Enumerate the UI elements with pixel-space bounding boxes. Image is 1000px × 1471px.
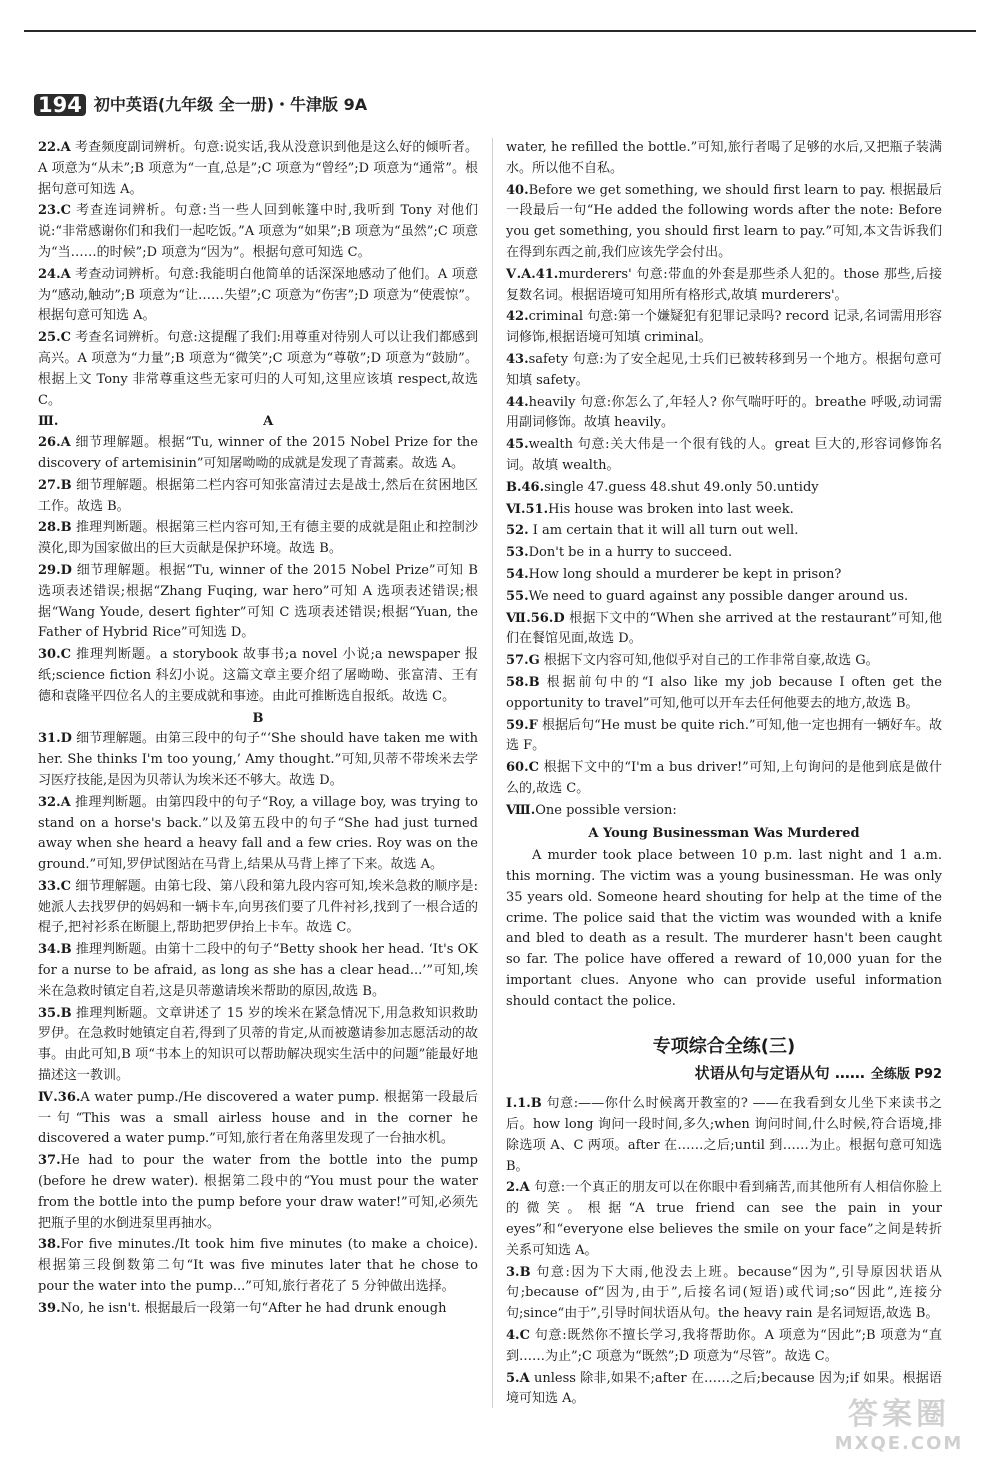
- answer-number: 27.B: [38, 477, 72, 493]
- answer-text: How long should a murderer be kept in prison?: [528, 566, 842, 582]
- answer-item: [506, 609, 942, 651]
- answer-item: [506, 801, 942, 822]
- answer-number: Ⅶ.56.D: [506, 610, 565, 626]
- answer-number: 60.C: [506, 760, 539, 776]
- answer-item: [38, 1004, 478, 1087]
- page-header: [34, 92, 367, 118]
- answer-number: 25.C: [38, 330, 71, 346]
- answer-number: 45.: [506, 437, 529, 453]
- left-column: [38, 138, 478, 1321]
- answer-number: 26.A: [38, 435, 71, 451]
- answer-number: 23.C: [38, 203, 71, 219]
- answer-number: B.46.: [506, 479, 545, 495]
- answer-number: 33.C: [38, 878, 71, 894]
- answer-item: [506, 758, 942, 800]
- answer-number: 2.A: [506, 1180, 530, 1196]
- answer-text: single 47.guess 48.shut 49.only 50.untidy: [544, 479, 819, 495]
- answer-text: 句意:既然你不擅长学习,我将帮助你。A 项意为“因此”;B 项意为“直到……为止”;C 项意为“既然”;D 项意为“尽管”。故选 C。: [506, 1328, 942, 1364]
- answer-item: [506, 265, 942, 307]
- answer-text: murderers' 句意:带血的外套是那些杀人犯的。those 那些,后接复数名词。根据语境可知用所有格形式,故填 murderers'。: [506, 266, 942, 303]
- answer-item: [506, 350, 942, 392]
- answer-text: Before we get something, we should first learn to pay. 根据最后一段最后一句“He added the following words after the note: Before you get something, you should first learn to pay.”可知,本文告诉我们在得到东西之前,我们应该先学会付出。: [506, 182, 942, 260]
- answer-item: [38, 729, 478, 791]
- answer-item: [38, 1299, 478, 1320]
- answer-text: Don't be in a hurry to succeed.: [528, 545, 733, 561]
- answer-text: 细节理解题。由第三段中的句子“‘She should have taken me with her. She thinks I'm too young,’ Amy thought.”可知,贝蒂不带埃米去学习医疗技能,是因为贝蒂认为埃米还不够大。故选 D。: [38, 731, 478, 788]
- answer-item: [38, 1088, 478, 1150]
- answer-item: [506, 1263, 942, 1325]
- section-topic: 状语从句与定语从句 ……: [694, 1064, 865, 1083]
- answer-text: 细节理解题。根据“Tu, winner of the 2015 Nobel Prize”可知 B 选项表述错误;根据“Zhang Fuqing, war hero”可知 A 选项表述错误;根据“Wang Youde, desert fighter”可知 C 选项表述错误;根据“Yuan, the Father of Hybrid Rice”可知选 D。: [38, 562, 478, 641]
- answer-number: 55.: [506, 588, 529, 604]
- answer-text: His house was broken into last week.: [548, 501, 794, 517]
- answer-text: For five minutes./It took him five minutes (to make a choice). 根据第三段倒数第二句“It was five minutes later that he chose to pour the water into the pump...”可知,旅行者花了 5 分钟做出选择。: [38, 1237, 478, 1295]
- answer-text: We need to guard against any possible danger around us.: [528, 588, 909, 604]
- answer-number: 42.: [506, 309, 529, 325]
- answer-item: [38, 940, 478, 1002]
- answer-item: [506, 565, 942, 586]
- answer-text: 考查频度副词辨析。句意:说实话,我从没意识到他是这么好的倾听者。A 项意为“从未”;B 项意为“一直,总是”;C 项意为“曾经”;D 项意为“通常”。根据句意可知选 A。: [38, 140, 478, 197]
- answer-text: 根据后句“He must be quite rich.”可知,他一定也拥有一辆好车。故选 F。: [506, 717, 942, 754]
- answer-number: 28.B: [38, 520, 72, 536]
- answer-number: 32.A: [38, 794, 71, 810]
- watermark-text: 答案圈: [848, 1397, 950, 1432]
- answer-item: [38, 265, 478, 327]
- answer-number: 57.G: [506, 653, 540, 669]
- answer-item: [506, 587, 942, 608]
- answer-text: water, he refilled the bottle.”可知,旅行者喝了足够的水后,又把瓶子装满水。所以他不自私。: [506, 140, 942, 176]
- answer-text: One possible version:: [535, 802, 677, 818]
- page-number: 194: [34, 94, 86, 117]
- answer-item: [506, 500, 942, 521]
- answer-text: 考查连词辨析。句意:当一些人回到帐篷中时,我听到 Tony 对他们说:“非常感谢你们和我们一起吃饭。”A 项意为“如果”;B 项意为“虽然”;C 项意为“当……的时候”;D 项意为“因为”。根据句意可知选 C。: [38, 203, 478, 260]
- answer-number: 58.B: [506, 674, 540, 690]
- answer-text: 句意:——你什么时候离开教室的? ——在我看到女儿坐下来读书之后。how long 询问一段时间,多久;when 询问时间,什么时候,符合语境,排除选项 A、C 两项。after 在……之后;until 到……为止。根据句意可知选 B。: [506, 1096, 942, 1174]
- answer-number: 22.A: [38, 140, 71, 155]
- answer-item: [506, 543, 942, 564]
- answer-number: 29.D: [38, 562, 72, 578]
- answer-number: 31.D: [38, 731, 72, 747]
- answer-item: [506, 138, 942, 180]
- answer-item: [38, 328, 478, 411]
- answer-item: [506, 478, 942, 499]
- book-title: 初中英语(九年级 全一册)・牛津版 9A: [93, 94, 368, 114]
- answer-text: 根据前句中的“I also like my job because I often get the opportunity to travel”可知,他可以开车去任何他要去的地方,故选 B。: [506, 674, 942, 711]
- answer-text: No, he isn't. 根据最后一段第一句“After he had drunk enough: [60, 1300, 447, 1316]
- answer-text: 考查动词辨析。句意:我能明白他简单的话深深地感动了他们。A 项意为“感动,触动”;B 项意为“让……失望”;C 项意为“伤害”;D 项意为“使震惊”。根据句意可知选 A。: [38, 266, 478, 324]
- answer-text: A water pump./He discovered a water pump. 根据第一段最后一句“This was a small airless house and in the corner he discovered a water pump.”可知,旅行者在角落里发现了一台抽水机。: [38, 1089, 478, 1147]
- section-subtitle: [506, 1063, 942, 1086]
- section-page-ref: 全练版 P92: [870, 1067, 942, 1083]
- answer-number: Ⅳ.36.: [38, 1089, 81, 1105]
- answer-item: [506, 181, 942, 264]
- answer-item: [38, 793, 478, 876]
- answer-item: [38, 518, 478, 560]
- answer-item: [38, 138, 478, 200]
- answer-number: 52.: [506, 523, 529, 539]
- answer-item: [506, 1178, 942, 1261]
- answer-item: [506, 1094, 942, 1177]
- answer-number: 54.: [506, 566, 529, 582]
- answer-text: He had to pour the water from the bottle into the pump (before he drew water). 根据第二段中的“You must pour the water from the bottle into the pump before your draw water!”可知,必须先把瓶子里的水倒进泵里再抽水。: [38, 1153, 478, 1231]
- answer-number: 5.A: [506, 1370, 530, 1386]
- answer-text: 细节理解题。由第七段、第八段和第九段内容可知,埃米急救的顺序是:她派人去找罗伊的妈妈和一辆卡车,向男孩们要了几件衬衫,找到了一根合适的棍子,把衬衫系在断腿上,帮助把罗伊抬上卡车。故选 C。: [38, 878, 478, 936]
- answer-text: 细节理解题。根据“Tu, winner of the 2015 Nobel Prize for the discovery of artemisinin”可知屠呦呦的成就是发现了青蒿素。故选 A。: [38, 435, 478, 471]
- answer-number: Ⅷ.: [506, 802, 536, 818]
- answer-text: 句意:一个真正的朋友可以在你眼中看到痛苦,而其他所有人相信你脸上的微笑。根据“A true friend can see the pain in your eyes”和“everyone else believes the smile on your face”之间是转折关系可知选 A。: [506, 1180, 942, 1258]
- answer-item: [38, 433, 478, 475]
- part-number: Ⅲ.: [38, 414, 59, 430]
- answer-text: 推理判断题。根据第三栏内容可知,王有德主要的成就是阻止和控制沙漠化,即为国家做出的巨大贡献是保护环境。故选 B。: [38, 520, 478, 557]
- part-heading: [38, 412, 478, 433]
- answer-text: 推理判断题。由第十二段中的句子“Betty shook her head. ‘It's OK for a nurse to be afraid, as long as she has a clear head...’”可知,埃米在急救时镇定自若,这是贝蒂邀请埃米帮助的原因,故选 B。: [38, 942, 478, 999]
- answer-text: heavily 句意:你怎么了,年轻人? 你气喘吁吁的。breathe 呼吸,动词需用副词修饰。故填 heavily。: [506, 394, 942, 431]
- answer-number: 3.B: [506, 1264, 531, 1280]
- answer-text: 根据下文中的“I'm a bus driver!”可知,上句询问的是他到底是做什么的,故选 C。: [506, 760, 942, 796]
- part-letter: A: [263, 414, 274, 430]
- answer-item: [38, 645, 478, 707]
- answer-text: criminal 句意:第一个嫌疑犯有犯罪记录吗? record 记录,名词需用形容词修饰,根据语境可知填 criminal。: [506, 309, 942, 346]
- answer-item: [506, 307, 942, 349]
- part-letter: B: [252, 710, 264, 726]
- answer-number: 43.: [506, 351, 529, 367]
- answer-number: 53.: [506, 545, 529, 561]
- answer-item: [38, 877, 478, 939]
- answer-number: 38.: [38, 1237, 61, 1253]
- answer-text: unless 除非,如果不;after 在……之后;because 因为;if 如果。根据语境可知选 A。: [506, 1370, 942, 1407]
- answer-item: [38, 561, 478, 644]
- answer-item: [506, 435, 942, 477]
- answer-item: [506, 673, 942, 715]
- answer-text: safety 句意:为了安全起见,士兵们已被转移到另一个地方。根据句意可知填 safety。: [506, 351, 942, 388]
- answer-item: [38, 476, 478, 518]
- answer-item: [38, 1235, 478, 1297]
- answer-number: Ⅴ.A.41.: [506, 266, 559, 282]
- answer-text: 根据下文内容可知,他似乎对自己的工作非常自豪,故选 G。: [539, 653, 879, 669]
- answer-item: [506, 651, 942, 672]
- answer-number: 30.C: [38, 647, 71, 663]
- answer-number: 44.: [506, 394, 529, 410]
- answer-text: 推理判断题。a storybook 故事书;a novel 小说;a newspaper 报纸;science fiction 科幻小说。这篇文章主要介绍了屠呦呦、张富清、王有德和袁隆平四位名人的主要成就和事迹。由此可推断选自报纸。故选 C。: [38, 647, 478, 704]
- answer-number: Ⅵ.51.: [506, 501, 549, 517]
- answer-number: 59.F: [506, 717, 538, 733]
- answer-number: 24.A: [38, 266, 71, 282]
- answer-text: 细节理解题。根据第二栏内容可知张富清过去是战士,然后在贫困地区工作。故选 B。: [38, 477, 478, 514]
- answer-item: [506, 521, 942, 542]
- right-column: [506, 138, 942, 1411]
- answer-item: [506, 1326, 942, 1368]
- answer-number: 34.B: [38, 942, 72, 958]
- essay-body: A murder took place between 10 p.m. last night and 1 a.m. this morning. The victim was a young businessman. He was only 35 years old. Someone heard shouting for help at the time of the crime. The police said that the victim was wounded with a knife and bled to death as a result. The murderer hasn't been caught so far. The police have offered a reward of 10,000 yuan for the important clues. Anyone who can provide useful information should contact the police.: [506, 848, 942, 1009]
- answer-item: [506, 716, 942, 758]
- answer-text: 句意:因为下大雨,他没去上班。because“因为”,引导原因状语从句;because of“因为,由于”,后接名词(短语)或代词;so“因此”,连接分句;since“由于”,引导时间状语从句。the heavy rain 是名词短语,故选 B。: [506, 1264, 942, 1322]
- answer-number: 4.C: [506, 1328, 530, 1344]
- watermark-logo: [824, 1397, 974, 1459]
- answer-text: 考查名词辨析。句意:这提醒了我们:用尊重对待别人可以让我们都感到高兴。A 项意为“力量”;B 项意为“微笑”;C 项意为“尊敬”;D 项意为“鼓励”。根据上文 Tony 非常尊重这些无家可归的人可知,这里应该填 respect,故选 C。: [38, 330, 478, 408]
- answer-item: [38, 201, 478, 263]
- essay-title: A Young Businessman Was Murdered: [588, 825, 860, 841]
- answer-item: [506, 393, 942, 435]
- answer-text: wealth 句意:关大伟是一个很有钱的人。great 巨大的,形容词修饰名词。故填 wealth。: [506, 437, 942, 473]
- answer-number: 40.: [506, 182, 529, 198]
- answer-text: 根据下文中的“When she arrived at the restaurant”可知,他们在餐馆见面,故选 D。: [506, 610, 942, 647]
- answer-text: 推理判断题。文章讲述了 15 岁的埃米在紧急情况下,用急救知识救助罗伊。在急救时她镇定自若,得到了贝蒂的肯定,从而被邀请参加志愿活动的故事。由此可知,B 项“书本上的知识可以帮助解决现实生活中的问题”能最好地描述这一教训。: [38, 1005, 478, 1084]
- watermark-url: MXQE.COM: [834, 1433, 964, 1454]
- answer-item: [38, 1151, 478, 1234]
- section-title: 专项综合全练(三): [652, 1035, 796, 1057]
- column-divider: [492, 138, 493, 1408]
- answer-number: 35.B: [38, 1005, 72, 1021]
- answer-text: I am certain that it will all turn out well.: [528, 523, 799, 539]
- answer-number: 39.: [38, 1300, 61, 1316]
- top-rule: [24, 30, 976, 32]
- answer-number: 37.: [38, 1153, 61, 1169]
- answer-number: Ⅰ.1.B: [506, 1096, 542, 1112]
- answer-text: 推理判断题。由第四段中的句子“Roy, a village boy, was trying to stand on a horse's back.”以及第五段中的句子“She had just turned away when she heard a heavy fall and a few cries. Roy was on the ground.”可知,罗伊试图站在马背上,结果从马背上摔了下来。故选 A。: [38, 794, 478, 873]
